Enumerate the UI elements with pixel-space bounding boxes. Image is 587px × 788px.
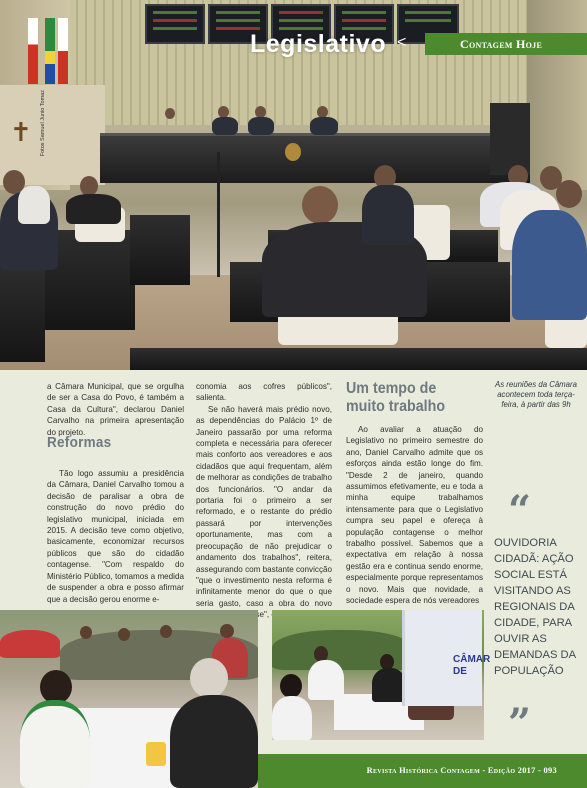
desk (130, 348, 587, 370)
paragraph: a Câmara Municipal, que se orgulha de ser a Casa do Povo, é também a Casa da Cultura", declarou Daniel Carvalho na primeira apresentação do projeto. (47, 382, 184, 437)
desk (130, 215, 190, 285)
text-column-1 (47, 381, 184, 605)
person-head (80, 626, 92, 639)
flag-brazil (45, 18, 55, 84)
visitor (170, 695, 258, 788)
staff-member (308, 660, 344, 700)
quote-close-icon: ” (508, 700, 532, 747)
right-column (527, 0, 587, 190)
councillor (248, 117, 274, 135)
quote-open-icon: “ (508, 487, 532, 534)
paragraph: conomia aos cofres públicos", salienta. (196, 382, 332, 403)
councillor (362, 185, 414, 245)
text-column-3 (346, 424, 483, 607)
camara-sign-text: CÂMAR DE (453, 654, 491, 677)
brand-bar (425, 33, 587, 55)
councillor (310, 117, 338, 135)
person-head (118, 628, 130, 641)
councillor (512, 210, 587, 320)
councillor (212, 117, 238, 135)
ouvidoria-photo-1 (0, 610, 258, 788)
staff-member (20, 700, 90, 788)
visitor (272, 696, 312, 740)
flag (58, 18, 68, 84)
paragraph: Se não haverá mais prédio novo, as dependências do Palácio 1º de Janeiro passarão por uma reforma completa e necessária para oferecer mais conforto aos vereadores e aos cidadãos que aqui frequentam, além de melhorar as condições de trabalho dos funcionários. "O andar da portaria foi o primeiro a ser reformado, e o restante do prédio passará por intervenções oportunamente, mas com a preocupação de não prejudicar o andamento dos trabalhos", reitera, assegurando com bastante convicção "que o investimento nesta reforma é infinitamente menor do que o que seria gasto, caso a obra do novo (196, 404, 332, 608)
attendee (18, 186, 50, 224)
desk (0, 262, 45, 362)
footer-text: Revista Histórica Contagem - Edição 2017 - 093 (366, 766, 557, 775)
display-screen (145, 4, 205, 44)
person-head (280, 674, 302, 698)
person-head (302, 186, 338, 224)
person-head (40, 670, 72, 704)
photo-caption: As reuniões da Câmara acontecem toda terça-feira, à partir das 9h (495, 380, 577, 410)
microphone-stand (217, 152, 220, 277)
chevron-left-icon: < (397, 34, 407, 51)
speaker-lectern (490, 103, 530, 175)
camara-banner (402, 610, 491, 706)
person-head (80, 176, 98, 196)
staff-member (372, 668, 406, 702)
person-head (556, 180, 582, 208)
pull-quote: OUVIDORIA CIDADÃ: AÇÃO SOCIAL ESTÁ VISITANDO AS REGIONAIS DA CIDADE, PARA OUVIR AS DEMANDAS DA POPULAÇÃO (494, 537, 576, 677)
crucifix-icon: ✝ (10, 118, 32, 148)
subheading-reformas: Reformas (47, 434, 112, 451)
paragraph: Tão logo assumiu a presidência da Câmara, Daniel Carvalho tomou a decisão de paralisar a obra de construção do novo prédio do legislativo municipal, iniciada em 2015. A decisão teve como objetivo, basicamente, economizar recursos públicos que são do cidadão contagense. "Com respaldo do Ministério Público, tomamos a medida de suspender a obra e posso afirmar que a decisão gerou enorme e- (47, 469, 184, 604)
person-head (165, 108, 175, 119)
paragraph: Ao avaliar a atuação do Legislativo no primeiro semestre do ano, Daniel Carvalho admite que os esforços ainda estão longe do fim. "Desde 2 de janeiro, quando assumimos efetivamente, eu e toda a minha equipe trabalhamos intensamente para que o Legislativo cumpra seu papel e ofereça à população contagense o melhor trabalho possível. Sabemos que a expectativa em relação à nossa gestão era e continua sendo enorme, especialmente porque representamos o novo. Mais que novidade, a sociedade espera de nós vereadores (346, 425, 483, 606)
photo-credit: Fotos Samuel Junio Tomaz (40, 90, 46, 157)
yellow-cup (146, 742, 166, 766)
text-column-2 (196, 381, 332, 621)
councillor (66, 194, 121, 224)
brand-name: Contagem Hoje (460, 37, 543, 51)
subheading-tempo: Um tempo de muito trabalho (346, 380, 446, 415)
coat-of-arms-icon (285, 143, 301, 161)
flag (28, 18, 38, 84)
footer-bar (258, 754, 587, 788)
person-head (190, 658, 228, 698)
person-head (220, 624, 234, 638)
presiding-bench (100, 133, 530, 183)
person-head (160, 625, 172, 638)
red-banner (0, 630, 60, 658)
section-title: Legislativo (250, 30, 387, 58)
